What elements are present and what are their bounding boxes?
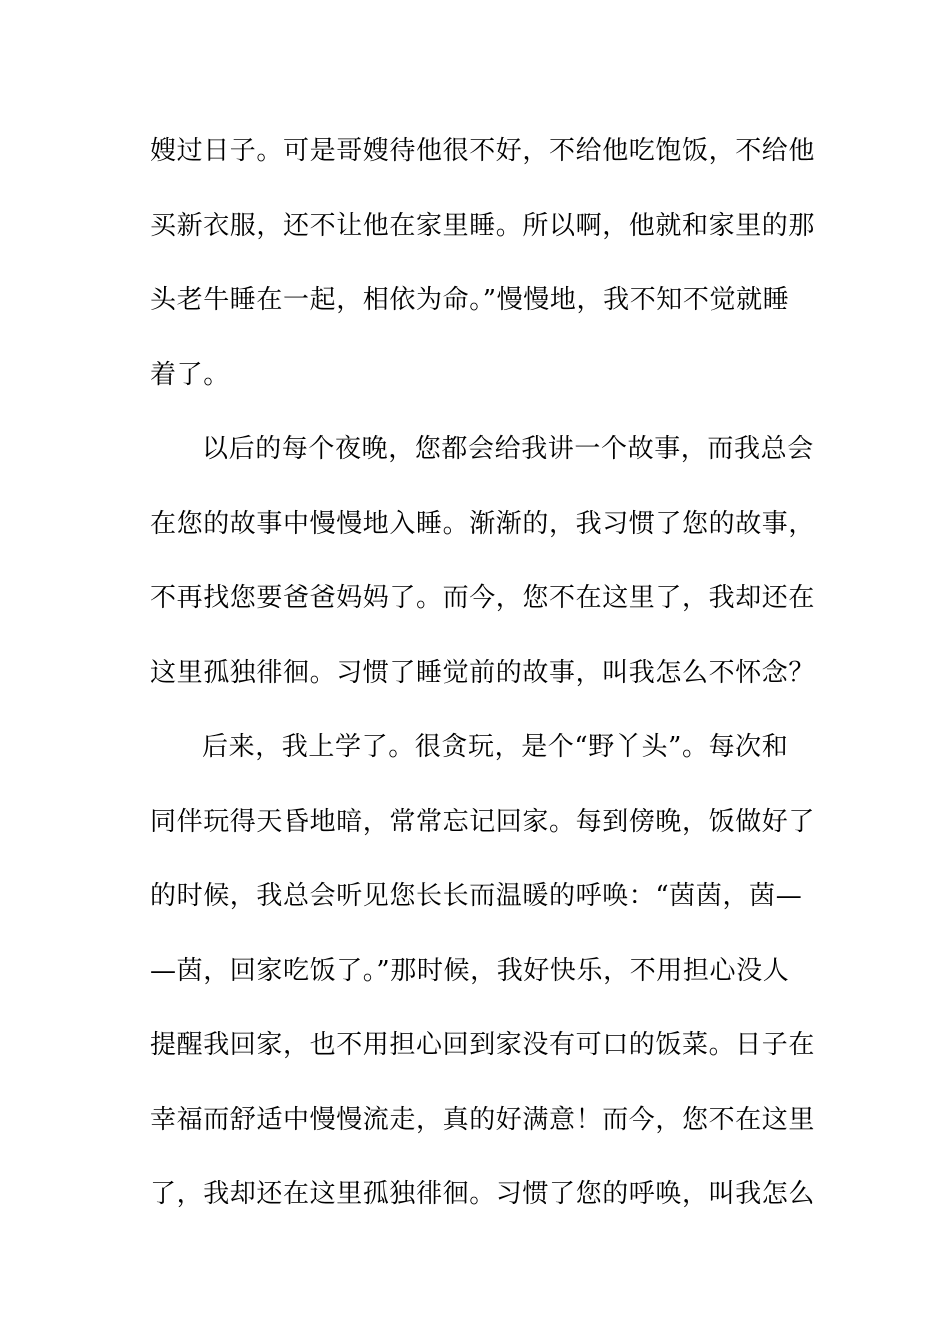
text-line-10: 同伴玩得天昏地暗，常常忘记回家。每到傍晚，饭做好了	[150, 806, 816, 837]
text-line-15: 了，我却还在这里孤独徘徊。习惯了您的呼唤，叫我怎么	[150, 1179, 816, 1209]
text-line-12: —茵，回家吃饭了。”那时候，我好快乐，不用担心没人	[150, 955, 790, 986]
text-line-13: 提醒我回家，也不用担心回到家没有可口的饭菜。日子在	[150, 1030, 816, 1060]
text-line-6: 在您的故事中慢慢地入睡。渐渐的，我习惯了您的故事，	[150, 508, 816, 539]
text-line-3: 头老牛睡在一起，相依为命。”慢慢地，我不知不觉就睡	[150, 285, 790, 315]
text-line-9: 后来，我上学了。很贪玩，是个“野丫头”。每次和	[202, 732, 789, 762]
text-line-7: 不再找您要爸爸妈妈了。而今，您不在这里了，我却还在	[150, 583, 816, 613]
text-line-4: 着了。	[150, 359, 230, 390]
text-line-1: 嫂过日子。可是哥嫂待他很不好，不给他吃饱饭，不给他	[150, 136, 816, 166]
document-body	[150, 121, 816, 1239]
text-line-5: 以后的每个夜晚，您都会给我讲一个故事，而我总会	[202, 434, 814, 464]
text-line-2: 买新衣服，还不让他在家里睡。所以啊，他就和家里的那	[150, 210, 816, 241]
text-line-11: 的时候，我总会听见您长长而温暖的呼唤：“茵茵，茵—	[150, 881, 803, 911]
text-line-8: 这里孤独徘徊。习惯了睡觉前的故事，叫我怎么不怀念？	[150, 657, 816, 688]
text-line-14: 幸福而舒适中慢慢流走，真的好满意！而今，您不在这里	[150, 1104, 816, 1135]
